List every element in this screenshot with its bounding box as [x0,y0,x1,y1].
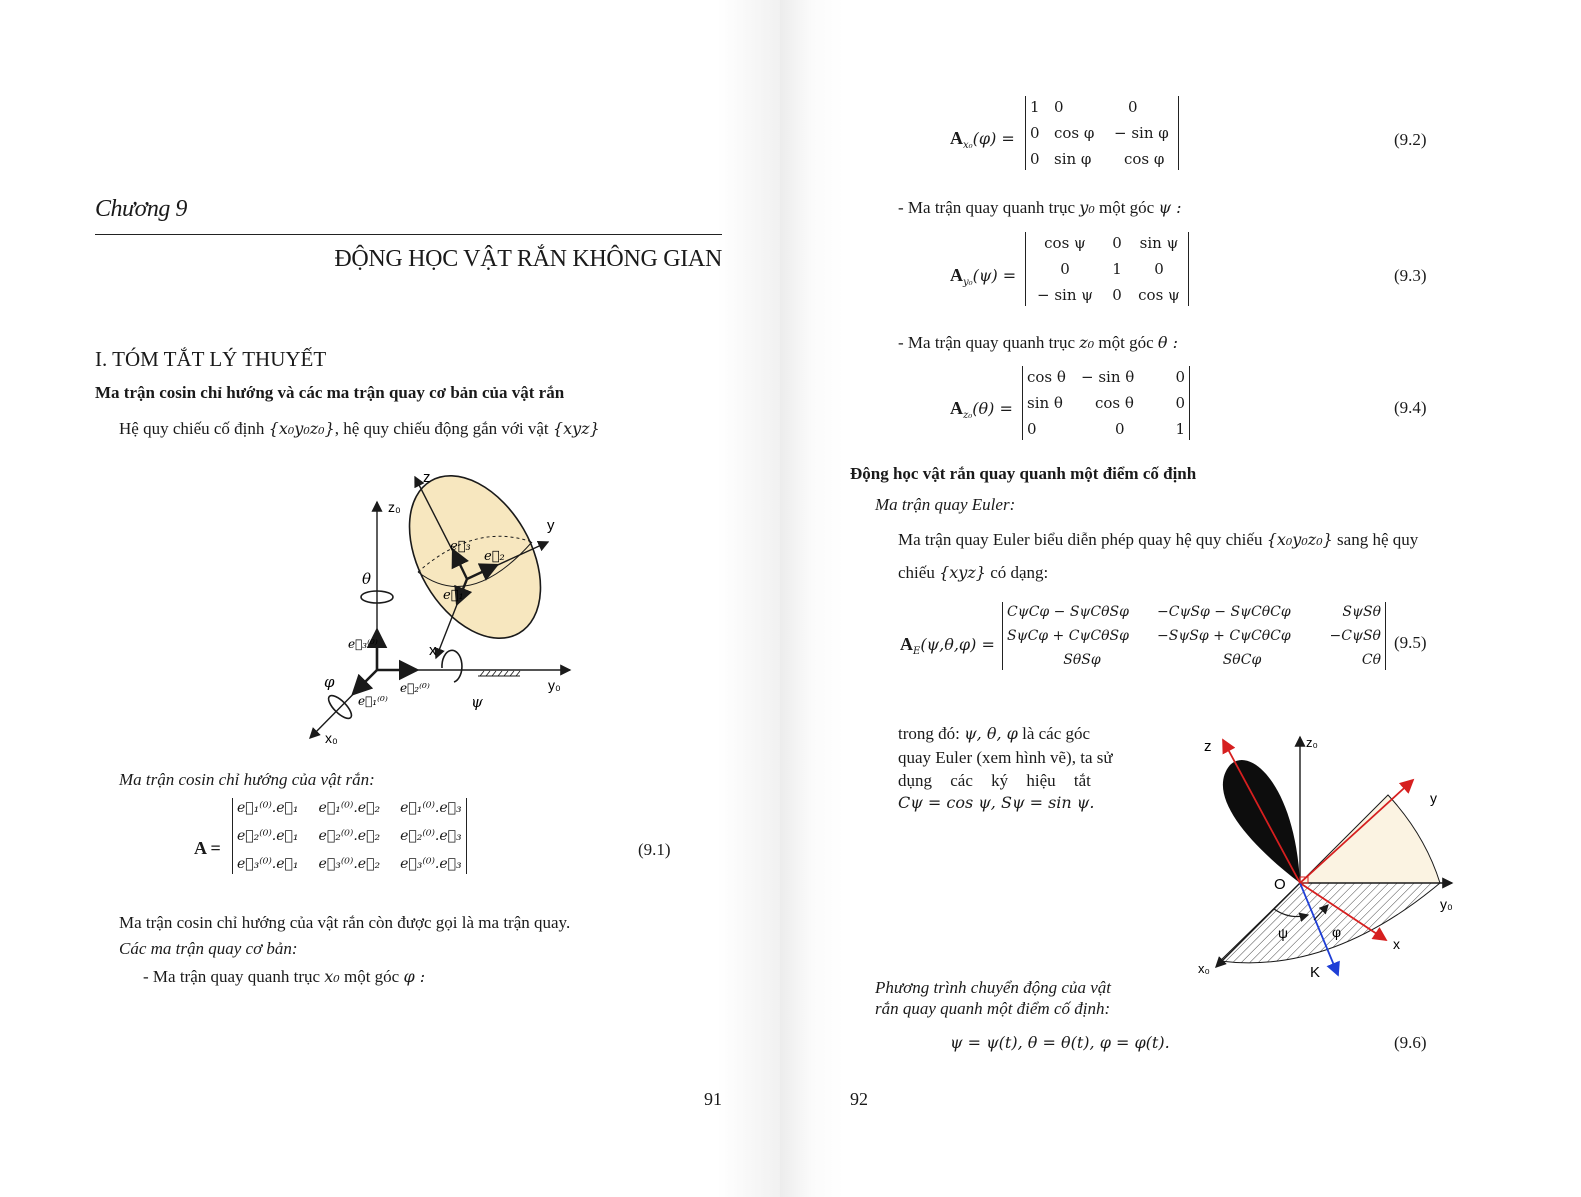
eq-9-5-lhs: $A_E(\psi,\theta,\varphi)$ = [900,634,995,658]
equation-number-9-4: (9.4) [1394,398,1427,417]
fig1-x-label: x [429,642,437,659]
matrix-cell: cos φ [1054,124,1095,142]
fig1-psi-label: ψ [471,693,483,711]
where-line-1 [898,724,1148,744]
chapter-rule [95,234,722,235]
matrix-cell: 0 [1115,420,1125,438]
matrix-cell: cos θ [1095,394,1134,412]
page-number-right: 92 [850,1089,868,1109]
matrix-cell: e⃗₁⁽⁰⁾.e⃗₂ [318,800,381,816]
matrix-cell: 0 [1112,286,1122,304]
matrix-cell: 0 [1030,150,1040,168]
matrix-cell: e⃗₂⁽⁰⁾.e⃗₃ [400,828,462,844]
fig1-theta-label: θ [362,570,372,588]
matrix-cell: 1 [1175,420,1185,438]
rotation-y-mid: một góc [1098,198,1155,217]
fig1-e1-0-label: e⃗₁⁽⁰⁾ [358,694,388,708]
where-text-1: trong đó: [898,724,960,743]
fig1-e2-label: e⃗₂ [484,549,505,564]
equation-number-9-5: (9.5) [1394,633,1427,652]
page-number-left: 91 [704,1089,722,1109]
euler-text-2: sang hệ quy [1337,530,1419,549]
rotation-x-mid: một góc [343,967,400,986]
matrix-cell: 0 [1154,260,1164,278]
matrix-cell: Cθ [1361,652,1381,668]
rotation-matrix-note: Ma trận cosin chỉ hướng của vật rắn còn được gọi là ma trận quay. [119,913,571,932]
matrix-cell: CψCφ − SψCθSφ [1007,604,1129,620]
cosine-matrix-lhs: A = [194,838,221,858]
eq-9-5-matrix [1002,602,1386,670]
left-page [0,0,780,1197]
matrix-cell: 0 [1175,394,1185,412]
fixed-point-subheading: Động học vật rắn quay quanh một điểm cố định [850,464,1197,483]
fig1-e1-label: e⃗₁ [443,588,464,603]
euler-caption: Ma trận quay Euler: [875,495,1016,514]
fig2-psi-label: ψ [1278,925,1288,941]
euler-text-3: chiếu [898,563,935,582]
motion-caption-2: rắn quay quanh một điểm cố định: [875,999,1111,1018]
matrix-cell: sin ψ [1139,234,1179,252]
rotation-y-prefix: - Ma trận quay quanh trục [898,198,1076,217]
matrix-cell: 0 [1128,98,1138,116]
matrix-cell: e⃗₁⁽⁰⁾.e⃗₁ [237,800,299,816]
fig2-z-label: z [1204,738,1212,755]
intro-text-1: Hệ quy chiếu cố định [119,419,265,438]
matrix-cell: −SψSφ + CψCθCφ [1157,628,1291,644]
eq-9-6: ψ = ψ(t), θ = θ(t), φ = φ(t). [950,1033,1170,1052]
chapter-label: Chương 9 [95,196,187,222]
matrix-cell: −CψSφ − SψCθCφ [1157,604,1291,620]
fig2-z0-label: z₀ [1306,735,1318,750]
rotation-x-line [143,967,425,987]
fig1-y-label: y [547,517,555,534]
matrix-cell: SψCφ + CψCθSφ [1007,628,1129,644]
where-text-4: dụng các ký hiệu tắt [898,771,1091,790]
rotation-z-line [898,333,1178,353]
matrix-cell: cos ψ [1044,234,1086,252]
intro-line [119,419,600,439]
fig2-x0-label: x₀ [1198,961,1210,976]
fig1-x0-label: x₀ [325,730,338,746]
matrix-cell: −CψSθ [1329,628,1381,644]
rotation-x-prefix: - Ma trận quay quanh trục [143,967,321,986]
equation-number-9-3: (9.3) [1394,266,1427,285]
rotation-x-axis: x₀ [324,967,340,986]
right-page [780,0,1581,1197]
matrix-cell: e⃗₂⁽⁰⁾.e⃗₁ [237,828,299,844]
chapter-title: ĐỘNG HỌC VẬT RẮN KHÔNG GIAN [334,246,722,272]
matrix-cell: sin φ [1054,150,1092,168]
rigid-body-ellipse [383,462,568,661]
rotation-z-mid: một góc [1098,333,1154,352]
intro-set-fixed: {x₀y₀z₀} [268,419,335,438]
fig2-y0-label: y₀ [1440,896,1453,912]
cosine-matrix-caption: Ma trận cosin chỉ hướng của vật rắn: [119,770,375,789]
eq-9-2-lhs: $A_{x_0}(\varphi)$ = [950,128,1015,152]
fig1-e3-label: e⃗₃ [450,539,471,554]
matrix-cell: SθSφ [1063,652,1101,668]
equation-number-9-1: (9.1) [638,840,671,859]
equation-number-9-6: (9.6) [1394,1033,1427,1052]
matrix-cell: e⃗₂⁽⁰⁾.e⃗₂ [318,828,381,844]
matrix-cell: 0 [1060,260,1070,278]
matrix-cell: 0 [1030,124,1040,142]
rotation-y-line [898,198,1182,218]
eq-9-4-matrix [1022,366,1190,440]
eq-9-4-lhs: $A_{z_0}(\theta)$ = [950,398,1013,422]
fig1-z0-label: z₀ [388,499,401,515]
euler-set-fixed: {x₀y₀z₀} [1266,530,1333,549]
where-text-5: Cψ = cos ψ, Sψ = sin ψ. [898,793,1095,812]
matrix-cell: e⃗₁⁽⁰⁾.e⃗₃ [400,800,462,816]
fig2-x-label: x [1393,936,1400,952]
matrix-cell: 0 [1027,420,1037,438]
matrix-cell: 0 [1175,368,1185,386]
where-text-3: quay Euler (xem hình vẽ), ta sử [898,748,1113,767]
eq-9-3-lhs: $A_{y_0}(\psi)$ = [950,265,1017,289]
euler-text-1: Ma trận quay Euler biểu diễn phép quay hệ quy chiếu [898,530,1263,549]
rotation-y-axis: y₀ [1079,198,1095,217]
matrix-cell: 0 [1054,98,1064,116]
cosine-matrix [232,798,467,874]
fig2-K-label: K [1310,964,1321,981]
fig1-e2-0-label: e⃗₂⁽⁰⁾ [400,681,430,695]
matrix-cell: cos φ [1124,150,1165,168]
matrix-cell: − sin ψ [1036,286,1094,304]
matrix-cell: 0 [1112,234,1122,252]
intro-set-moving: {xyz} [552,419,600,438]
subheading: Ma trận cosin chỉ hướng và các ma trận quay cơ bản của vật rắn [95,383,565,402]
euler-angles-figure [1190,725,1490,990]
matrix-cell: e⃗₃⁽⁰⁾.e⃗₃ [400,856,462,872]
where-angles: ψ, θ, φ [964,724,1018,743]
matrix-cell: − sin φ [1114,124,1169,142]
rotation-x-angle: φ : [403,967,426,986]
rotation-z-axis: z₀ [1079,333,1095,352]
matrix-cell: cos θ [1027,368,1066,386]
section-title: I. TÓM TẮT LÝ THUYẾT [95,347,327,371]
fig1-y0-label: y₀ [548,677,561,693]
matrix-cell: sin θ [1027,394,1063,412]
matrix-cell: − sin θ [1081,368,1135,386]
matrix-cell: e⃗₃⁽⁰⁾.e⃗₂ [318,856,381,872]
rigid-body-frames-figure [290,462,590,752]
matrix-cell: cos ψ [1138,286,1180,304]
fig1-phi-label: φ [324,673,335,691]
black-leaf-shape [1223,760,1300,883]
matrix-cell: SθCφ [1222,652,1262,668]
euler-text-4: có dạng: [990,563,1049,582]
rotation-y-angle: ψ : [1158,198,1182,217]
motion-caption-1: Phương trình chuyển động của vật [875,978,1111,997]
equation-number-9-2: (9.2) [1394,130,1427,149]
fig1-e3-0-label: e⃗₃⁽⁰⁾ [348,637,378,651]
eq-9-2-matrix [1025,96,1179,170]
rotation-z-angle: θ : [1157,333,1178,352]
where-text-2: là các góc [1022,724,1091,743]
matrix-cell: SψSθ [1342,604,1381,620]
fig1-z-label: z [423,469,431,486]
matrix-cell: e⃗₃⁽⁰⁾.e⃗₁ [237,856,299,872]
rotation-z-prefix: - Ma trận quay quanh trục [898,333,1076,352]
fig2-O-label: O [1274,876,1286,893]
euler-text-line-2 [898,563,1048,583]
euler-text-line-1 [898,530,1418,550]
basic-rotation-caption: Các ma trận quay cơ bản: [119,939,298,958]
fig2-y-label: y [1430,790,1437,806]
euler-set-moving: {xyz} [939,563,986,582]
eq-9-3-matrix [1025,232,1189,306]
matrix-cell: 1 [1112,260,1122,278]
intro-text-2: , hệ quy chiếu động gắn với vật [334,419,549,438]
matrix-cell: 1 [1030,98,1040,116]
fig2-phi-label: φ [1332,924,1342,940]
